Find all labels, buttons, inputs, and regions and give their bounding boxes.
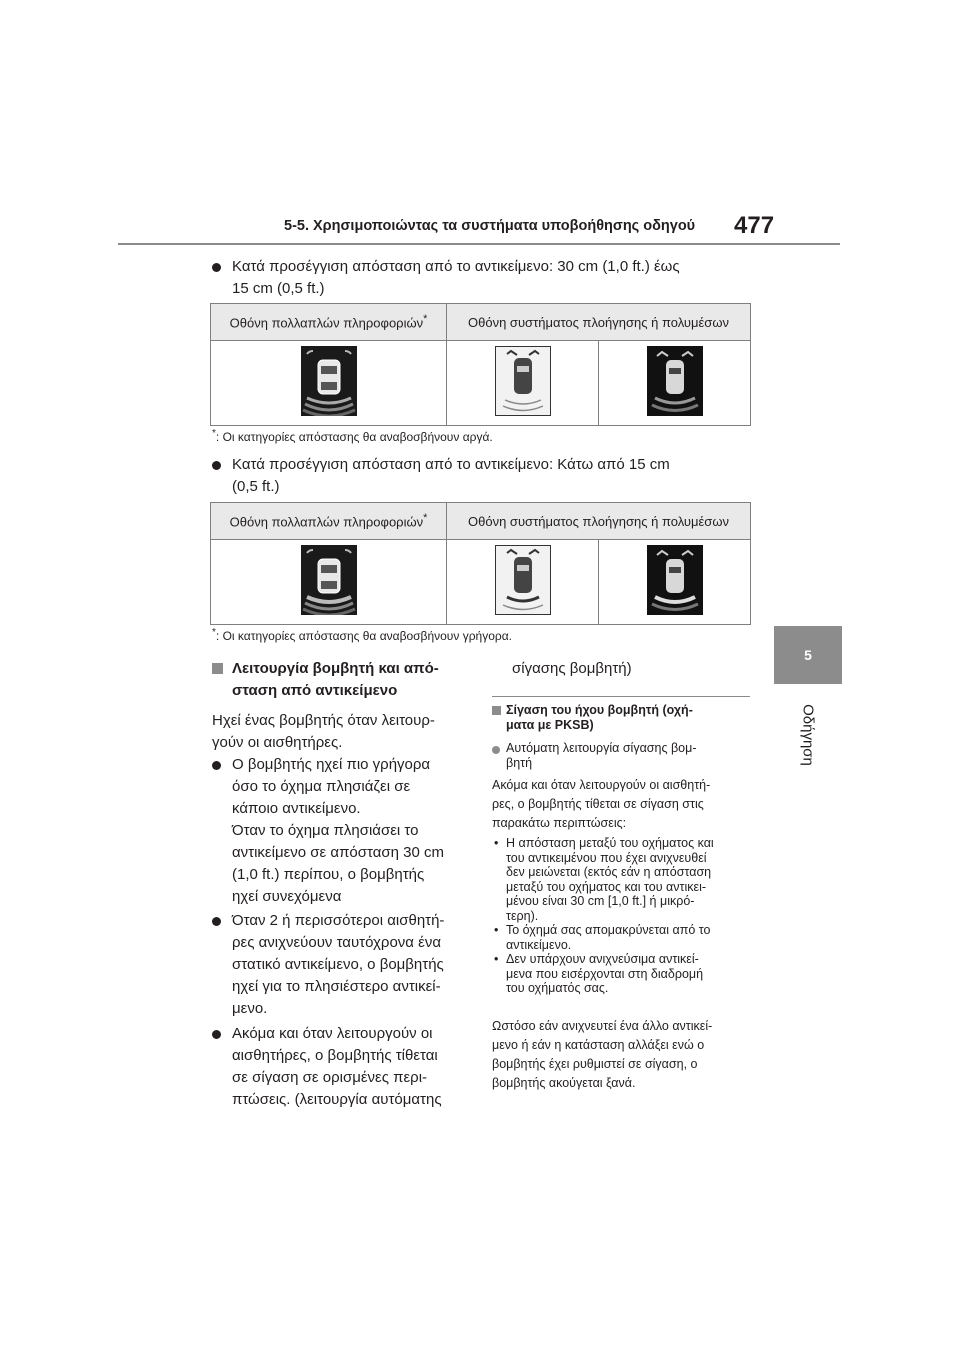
- list-line: του οχήματός σας.: [506, 981, 609, 995]
- page-number: 477: [734, 212, 775, 239]
- bullet-line: (0,5 ft.): [232, 478, 280, 495]
- list-line: • Δεν υπάρχουν ανιχνεύσιμα αντικεί-: [506, 952, 699, 966]
- bullet-line: Ο βομβητής ηχεί πιο γρήγορα: [232, 756, 431, 773]
- para-line: Ακόμα και όταν λειτουργούν οι αισθητή-: [492, 778, 711, 792]
- bullet-line: αισθητήρες, ο βομβητής τίθεται: [232, 1047, 438, 1064]
- para-line: Ωστόσο εάν ανιχνευτεί ένα άλλο αντικεί-: [492, 1019, 713, 1033]
- display-table-2: [210, 502, 751, 625]
- bullet-line: Κατά προσέγγιση απόσταση από το αντικείμενο: Κάτω από 15 cm: [232, 456, 670, 473]
- list-line: μένου είναι 30 cm [1,0 ft.] ή μικρό-: [506, 894, 695, 908]
- display-table-1: [210, 303, 751, 426]
- nav-screen-light-cell: [447, 341, 599, 426]
- bullet-dot: [212, 461, 221, 470]
- footnote-1: [212, 428, 493, 444]
- bullet-line: ηχεί συνεχόμενα: [232, 888, 342, 905]
- list-line: του αντικειμένου που έχει ανιχνευθεί: [506, 850, 707, 865]
- header-divider: [118, 243, 840, 245]
- list-item: [492, 836, 754, 923]
- continuation-text: σίγασης βομβητή): [512, 660, 632, 677]
- table-header-mid: [211, 304, 447, 341]
- list-line: τερη).: [506, 908, 539, 923]
- mid-screen-cell: [211, 341, 447, 426]
- bullet-dot: [212, 263, 221, 272]
- mid-sensor-image: [301, 545, 357, 615]
- bullet-line: μενο.: [232, 1000, 268, 1017]
- bullet-line: πτώσεις. (λειτουργία αυτόματης: [232, 1091, 442, 1108]
- para-line: παρακάτω περιπτώσεις:: [492, 816, 627, 830]
- para-line: βομβητής έχει ρυθμιστεί σε σίγαση, ο: [492, 1057, 698, 1071]
- footnote-marker: *: [212, 428, 216, 439]
- list-line: μενα που εισέρχονται στη διαδρομή: [506, 966, 704, 981]
- bullet-line: (1,0 ft.) περίπου, ο βομβητής: [232, 866, 425, 883]
- chapter-label-text: Οδήγηση: [799, 704, 817, 766]
- intro-line: γούν οι αισθητήρες.: [212, 734, 343, 751]
- bullet-dot: [212, 761, 221, 770]
- list-item: [492, 923, 754, 952]
- distance-bullet-1: [212, 256, 752, 300]
- heading-line: ματα με PKSB): [506, 718, 594, 732]
- buzzer-section-heading: [212, 658, 474, 702]
- buzzer-intro: [212, 710, 474, 754]
- list-item: [492, 952, 754, 996]
- auto-mute-bullet: [492, 741, 754, 771]
- nav-screen-light-cell: [447, 540, 599, 625]
- list-line: δεν μειώνεται (εκτός εάν η απόσταση: [506, 865, 712, 879]
- distance-bullet-2: [212, 454, 752, 498]
- bullet-dot: [212, 917, 221, 926]
- header-text: Οθόνη πολλαπλών πληροφοριών: [229, 514, 424, 530]
- bullet-line: κάποιο αντικείμενο.: [232, 800, 361, 817]
- mute-conditions-list: [492, 836, 754, 996]
- mute-paragraph-2: [492, 1017, 754, 1093]
- buzzer-bullet-1: [212, 754, 474, 908]
- bullet-line: Όταν 2 ή περισσότεροι αισθητή-: [232, 912, 445, 929]
- bullet-line: Όταν το όχημα πλησιάσει το: [232, 822, 419, 839]
- subsection-divider: [492, 696, 750, 697]
- chapter-tab: 5: [774, 626, 842, 684]
- section-title: 5-5. Χρησιμοποιώντας τα συστήματα υποβοήθησης οδηγού: [284, 218, 696, 234]
- footnote-marker: *: [212, 627, 216, 638]
- footnote-text: : Οι κατηγορίες απόστασης θα αναβοσβήνουν γρήγορα.: [215, 629, 512, 643]
- nav-sensor-dark-image: [647, 545, 703, 615]
- nav-screen-dark-cell: [599, 540, 751, 625]
- footnote-text: : Οι κατηγορίες απόστασης θα αναβοσβήνουν αργά.: [215, 430, 493, 444]
- intro-line: Ηχεί ένας βομβητής όταν λειτουρ-: [212, 712, 435, 729]
- footnote-marker: *: [423, 512, 428, 525]
- table-header-mid: [211, 503, 447, 540]
- list-line: • Το όχημά σας απομακρύνεται από το: [506, 923, 711, 937]
- bullet-dot: [212, 1030, 221, 1039]
- list-line: αντικείμενο.: [506, 937, 572, 952]
- para-line: ρες, ο βομβητής τίθεται σε σίγαση στις: [492, 797, 704, 811]
- mid-sensor-image: [301, 346, 357, 416]
- section-square-icon: [492, 706, 501, 715]
- nav-sensor-light-image: [495, 346, 551, 416]
- mute-paragraph-1: [492, 776, 754, 833]
- heading-line: Λειτουργία βομβητή και από-: [232, 660, 439, 677]
- bullet-line: όσο το όχημα πλησιάζει σε: [232, 778, 411, 795]
- buzzer-bullet-3: [212, 1023, 474, 1111]
- para-line: βομβητής ακούγεται ξανά.: [492, 1076, 636, 1090]
- bullet-line: αντικείμενο σε απόσταση 30 cm: [232, 844, 445, 861]
- bullet-line: βητή: [506, 756, 533, 770]
- bullet-dot: [492, 746, 500, 754]
- bullet-line: Αυτόματη λειτουργία σίγασης βομ-: [506, 741, 697, 755]
- list-line: μεταξύ του οχήματος και του αντικει-: [506, 879, 707, 894]
- bullet-line: Κατά προσέγγιση απόσταση από το αντικείμενο: 30 cm (1,0 ft.) έως: [232, 258, 680, 275]
- table-header-nav: Οθόνη συστήματος πλοήγησης ή πολυμέσων: [447, 304, 751, 341]
- bullet-line: 15 cm (0,5 ft.): [232, 280, 325, 297]
- header-text: Οθόνη πολλαπλών πληροφοριών: [229, 315, 424, 331]
- nav-screen-dark-cell: [599, 341, 751, 426]
- para-line: μενο ή εάν η κατάσταση αλλάξει ενώ ο: [492, 1038, 705, 1052]
- nav-sensor-dark-image: [647, 346, 703, 416]
- heading-line: Σίγαση του ήχου βομβητή (οχή-: [506, 703, 693, 717]
- buzzer-bullet-2: [212, 910, 474, 1020]
- heading-line: σταση από αντικείμενο: [232, 682, 398, 699]
- bullet-line: στατικό αντικείμενο, ο βομβητής: [232, 956, 444, 973]
- bullet-line: ηχεί για το πλησιέστερο αντικεί-: [232, 978, 441, 995]
- bullet-line: ρες ανιχνεύουν ταυτόχρονα ένα: [232, 934, 441, 951]
- chapter-label: [774, 690, 842, 780]
- footnote-marker: *: [423, 313, 428, 326]
- table-header-nav: Οθόνη συστήματος πλοήγησης ή πολυμέσων: [447, 503, 751, 540]
- section-square-icon: [212, 663, 223, 674]
- mid-screen-cell: [211, 540, 447, 625]
- mute-heading: [492, 703, 754, 733]
- list-line: • Η απόσταση μεταξύ του οχήματος και: [506, 836, 714, 850]
- bullet-line: Ακόμα και όταν λειτουργούν οι: [232, 1025, 433, 1042]
- bullet-line: σε σίγαση σε ορισμένες περι-: [232, 1069, 428, 1086]
- footnote-2: [212, 627, 512, 643]
- nav-sensor-light-image: [495, 545, 551, 615]
